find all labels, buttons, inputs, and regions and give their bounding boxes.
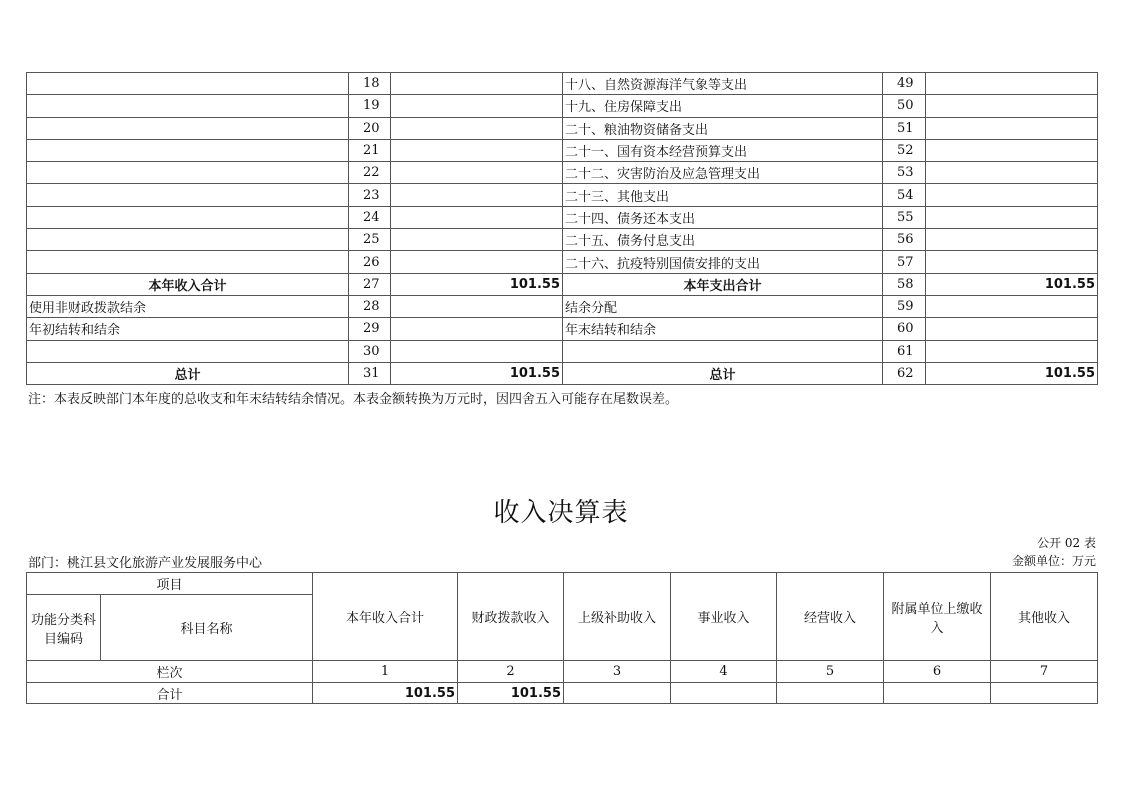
expense-item-label: 本年支出合计 (563, 273, 883, 295)
amount-unit: 金额单位：万元 (1011, 554, 1096, 568)
income-item-label: 总计 (27, 362, 349, 384)
expense-amount (926, 340, 1098, 362)
income-amount (391, 73, 563, 95)
table-note: 注：本表反映部门本年度的总收支和年末结转结余情况。本表金额转换为万元时，因四舍五入可能存在尾数误差。 (28, 392, 679, 407)
table-row (27, 139, 1098, 161)
table-row (27, 73, 1098, 95)
line-number: 31 (349, 362, 391, 384)
total-value: 101.55 (458, 683, 564, 704)
line-number: 60 (883, 318, 926, 340)
income-amount (391, 206, 563, 228)
line-number: 27 (349, 273, 391, 295)
table-row (27, 273, 1098, 295)
expense-amount (926, 117, 1098, 139)
line-number: 19 (349, 95, 391, 117)
line-number: 30 (349, 340, 391, 362)
total-value (884, 683, 991, 704)
table-row (27, 295, 1098, 317)
line-number: 29 (349, 318, 391, 340)
line-number: 51 (883, 117, 926, 139)
column-header: 其他收入 (991, 573, 1098, 661)
table-row (27, 162, 1098, 184)
table-row (27, 206, 1098, 228)
income-amount: 101.55 (391, 362, 563, 384)
row-no: 6 (884, 661, 991, 683)
expense-amount (926, 184, 1098, 206)
line-number: 18 (349, 73, 391, 95)
line-number: 21 (349, 139, 391, 161)
column-header: 附属单位上缴收入 (884, 573, 991, 661)
total-value (564, 683, 671, 704)
expense-item-label: 二十、粮油物资储备支出 (563, 117, 883, 139)
expense-item-label: 十八、自然资源海洋气象等支出 (563, 73, 883, 95)
expense-item-label: 结余分配 (563, 295, 883, 317)
total-value (991, 683, 1098, 704)
row-no: 7 (991, 661, 1098, 683)
income-amount (391, 251, 563, 273)
item-header: 项目 (27, 573, 313, 595)
expense-amount (926, 139, 1098, 161)
line-number: 54 (883, 184, 926, 206)
income-item-label (27, 139, 349, 161)
line-number: 53 (883, 162, 926, 184)
column-header: 事业收入 (671, 573, 777, 661)
income-amount (391, 139, 563, 161)
expense-amount (926, 318, 1098, 340)
table-row (27, 362, 1098, 384)
income-item-label (27, 73, 349, 95)
line-number: 57 (883, 251, 926, 273)
expense-item-label: 十九、住房保障支出 (563, 95, 883, 117)
expense-item-label: 年末结转和结余 (563, 318, 883, 340)
total-value (777, 683, 884, 704)
income-amount (391, 295, 563, 317)
income-item-label (27, 229, 349, 251)
income-amount (391, 117, 563, 139)
line-number: 28 (349, 295, 391, 317)
income-amount (391, 95, 563, 117)
table-row (27, 340, 1098, 362)
expense-amount (926, 95, 1098, 117)
income-item-label (27, 95, 349, 117)
expense-item-label: 二十一、国有资本经营预算支出 (563, 139, 883, 161)
income-item-label (27, 206, 349, 228)
income-amount (391, 318, 563, 340)
income-amount: 101.55 (391, 273, 563, 295)
income-item-label: 年初结转和结余 (27, 318, 349, 340)
income-amount (391, 162, 563, 184)
name-header: 科目名称 (101, 595, 313, 661)
expense-item-label: 总计 (563, 362, 883, 384)
form-code: 公开 02 表 (1037, 536, 1096, 550)
expense-amount (926, 295, 1098, 317)
line-number: 25 (349, 229, 391, 251)
expense-amount (926, 251, 1098, 273)
expense-amount: 101.55 (926, 273, 1098, 295)
line-number: 23 (349, 184, 391, 206)
table-row (27, 184, 1098, 206)
line-number: 22 (349, 162, 391, 184)
row-no: 2 (458, 661, 564, 683)
line-number: 20 (349, 117, 391, 139)
expense-item-label: 二十六、抗疫特别国债安排的支出 (563, 251, 883, 273)
line-number: 61 (883, 340, 926, 362)
income-amount (391, 340, 563, 362)
total-value (671, 683, 777, 704)
income-item-label (27, 117, 349, 139)
line-number: 62 (883, 362, 926, 384)
line-number: 49 (883, 73, 926, 95)
row-no: 3 (564, 661, 671, 683)
column-header: 财政拨款收入 (458, 573, 564, 661)
row-no-label: 栏次 (27, 661, 313, 683)
line-number: 59 (883, 295, 926, 317)
row-no: 4 (671, 661, 777, 683)
expense-amount (926, 162, 1098, 184)
column-header: 经营收入 (777, 573, 884, 661)
income-item-label: 本年收入合计 (27, 273, 349, 295)
table-row (27, 318, 1098, 340)
column-header: 本年收入合计 (313, 573, 458, 661)
expense-item-label: 二十五、债务付息支出 (563, 229, 883, 251)
income-amount (391, 184, 563, 206)
income-item-label (27, 251, 349, 273)
line-number: 50 (883, 95, 926, 117)
line-number: 24 (349, 206, 391, 228)
expense-item-label (563, 340, 883, 362)
line-number: 52 (883, 139, 926, 161)
department-label: 部门：桃江县文化旅游产业发展服务中心 (28, 556, 263, 571)
expense-amount (926, 206, 1098, 228)
income-amount (391, 229, 563, 251)
expense-amount (926, 73, 1098, 95)
expense-amount: 101.55 (926, 362, 1098, 384)
income-expense-summary-table (26, 72, 1098, 385)
income-table (26, 572, 1098, 704)
row-no: 5 (777, 661, 884, 683)
income-item-label: 使用非财政拨款结余 (27, 295, 349, 317)
income-item-label (27, 340, 349, 362)
expense-item-label: 二十四、债务还本支出 (563, 206, 883, 228)
table-row (27, 95, 1098, 117)
column-header: 上级补助收入 (564, 573, 671, 661)
page-title: 收入决算表 (493, 498, 629, 528)
expense-amount (926, 229, 1098, 251)
income-item-label (27, 162, 349, 184)
line-number: 58 (883, 273, 926, 295)
table-row (27, 229, 1098, 251)
table-row (27, 251, 1098, 273)
total-label: 合计 (27, 683, 313, 704)
line-number: 26 (349, 251, 391, 273)
row-no: 1 (313, 661, 458, 683)
line-number: 56 (883, 229, 926, 251)
table-row (27, 117, 1098, 139)
expense-item-label: 二十二、灾害防治及应急管理支出 (563, 162, 883, 184)
expense-item-label: 二十三、其他支出 (563, 184, 883, 206)
code-header: 功能分类科目编码 (27, 595, 101, 661)
line-number: 55 (883, 206, 926, 228)
total-value: 101.55 (313, 683, 458, 704)
income-item-label (27, 184, 349, 206)
